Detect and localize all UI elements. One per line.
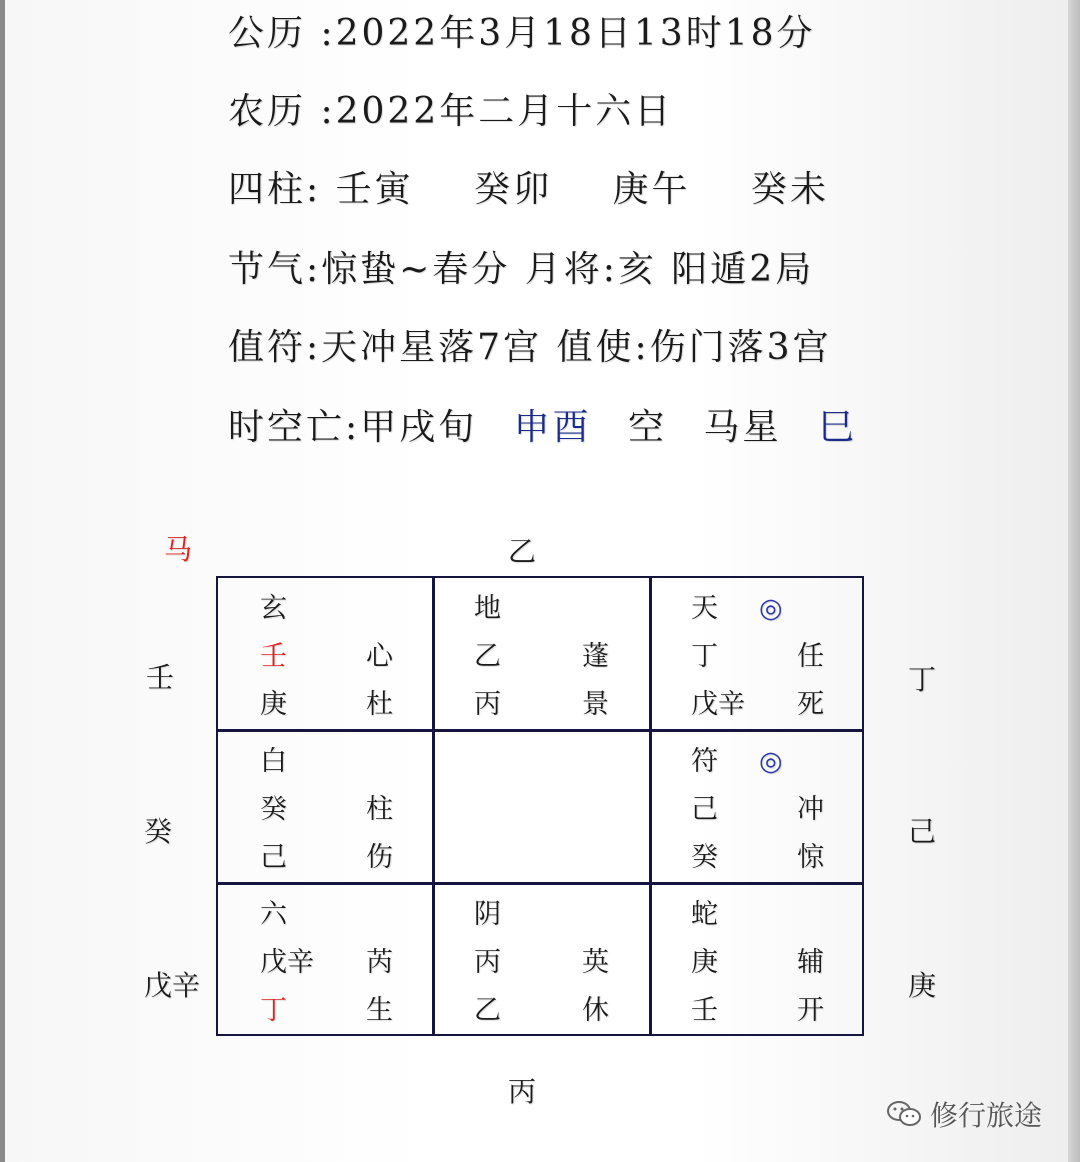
door: 死: [797, 689, 824, 720]
heaven-stem: 癸: [260, 794, 287, 825]
earth-stem: 丁: [260, 995, 287, 1026]
palace-top-center: [434, 578, 650, 731]
outer-bottom: 丙: [508, 1075, 537, 1108]
outer-top: 乙: [508, 535, 537, 568]
solar-date: 公历 :2022年3月18日13时18分: [228, 13, 816, 54]
kongwang-word: 空: [628, 407, 668, 448]
outer-right-top: 丁: [908, 663, 937, 696]
kongwang-prefix: 时空亡:甲戌旬: [228, 407, 478, 448]
heaven-stem: 戊辛: [260, 947, 314, 978]
star: 冲: [797, 794, 824, 825]
pillar-month: 癸卯: [474, 169, 553, 210]
kongwang-branches: 申酉: [513, 407, 592, 448]
outer-right-mid: 己: [908, 815, 937, 848]
pillars-label: 四柱:: [228, 169, 322, 210]
deity: 符: [691, 746, 718, 777]
earth-stem: 己: [260, 842, 287, 873]
lunar-date: 农历 :2022年二月十六日: [228, 91, 674, 132]
palace-middle-left: [218, 731, 434, 884]
earth-stem: 乙: [474, 995, 501, 1026]
door: 开: [797, 995, 824, 1026]
star: 心: [366, 641, 393, 672]
palace-center: [434, 731, 650, 884]
earth-stem: 壬: [691, 995, 718, 1026]
outer-left-mid: 癸: [144, 815, 173, 848]
kongwang-line: [228, 400, 857, 456]
pillar-day: 庚午: [612, 169, 691, 210]
right-scroll-edge: [1068, 0, 1080, 1162]
deity: 阴: [474, 899, 501, 930]
outer-left-top: 壬: [146, 661, 175, 694]
door: 休: [582, 995, 609, 1026]
palace-top-left: [218, 578, 434, 731]
door: 景: [582, 689, 609, 720]
deity: 白: [260, 746, 287, 777]
door: 伤: [366, 842, 393, 873]
horse-mark: 马: [164, 533, 193, 566]
palace-bottom-left: [218, 884, 434, 1037]
deity: 天: [691, 593, 718, 624]
four-pillars: [228, 162, 829, 218]
door: 惊: [797, 842, 824, 873]
palace-top-right: [651, 578, 867, 731]
star: 柱: [366, 794, 393, 825]
heaven-stem: 乙: [474, 641, 501, 672]
pillar-year: 壬寅: [335, 169, 414, 210]
deity: 玄: [260, 593, 287, 624]
heaven-stem: 己: [691, 794, 718, 825]
palace-middle-right: [651, 731, 867, 884]
star: 蓬: [582, 641, 609, 672]
zhishi-mark-icon: ◎: [759, 746, 783, 777]
star: 芮: [366, 947, 393, 978]
horse-star-value: 巳: [818, 407, 858, 448]
watermark: [886, 1094, 1042, 1134]
earth-stem: 庚: [260, 689, 287, 720]
deity: 六: [260, 899, 287, 930]
heaven-stem: 丁: [691, 641, 718, 672]
palace-bottom-right: [651, 884, 867, 1037]
zhifu-line: 值符:天冲星落7宫 值使:伤门落3宫: [228, 327, 832, 368]
outer-left-bottom: 戊辛: [144, 969, 201, 1002]
door: 生: [366, 995, 393, 1026]
heaven-stem: 庚: [691, 947, 718, 978]
outer-right-bottom: 庚: [908, 969, 937, 1002]
pillar-hour: 癸未: [751, 169, 830, 210]
door: 杜: [366, 689, 393, 720]
earth-stem: 戊辛: [691, 689, 745, 720]
watermark-text: 修行旅途: [929, 1099, 1042, 1132]
palace-bottom-center: [434, 884, 650, 1037]
earth-stem: 癸: [691, 842, 718, 873]
deity: 地: [474, 593, 501, 624]
zhifu-mark-icon: ◎: [759, 593, 783, 624]
heaven-stem: 壬: [260, 641, 287, 672]
star: 英: [582, 947, 609, 978]
earth-stem: 丙: [474, 689, 501, 720]
horse-star-label: 马星: [703, 407, 782, 448]
nine-palace-grid: [216, 576, 864, 1036]
heaven-stem: 丙: [474, 947, 501, 978]
deity: 蛇: [691, 899, 718, 930]
star: 任: [797, 641, 824, 672]
jieqi-line: 节气:惊蛰~春分 月将:亥 阳遁2局: [228, 249, 815, 290]
wechat-icon: [886, 1100, 922, 1128]
star: 辅: [797, 947, 824, 978]
